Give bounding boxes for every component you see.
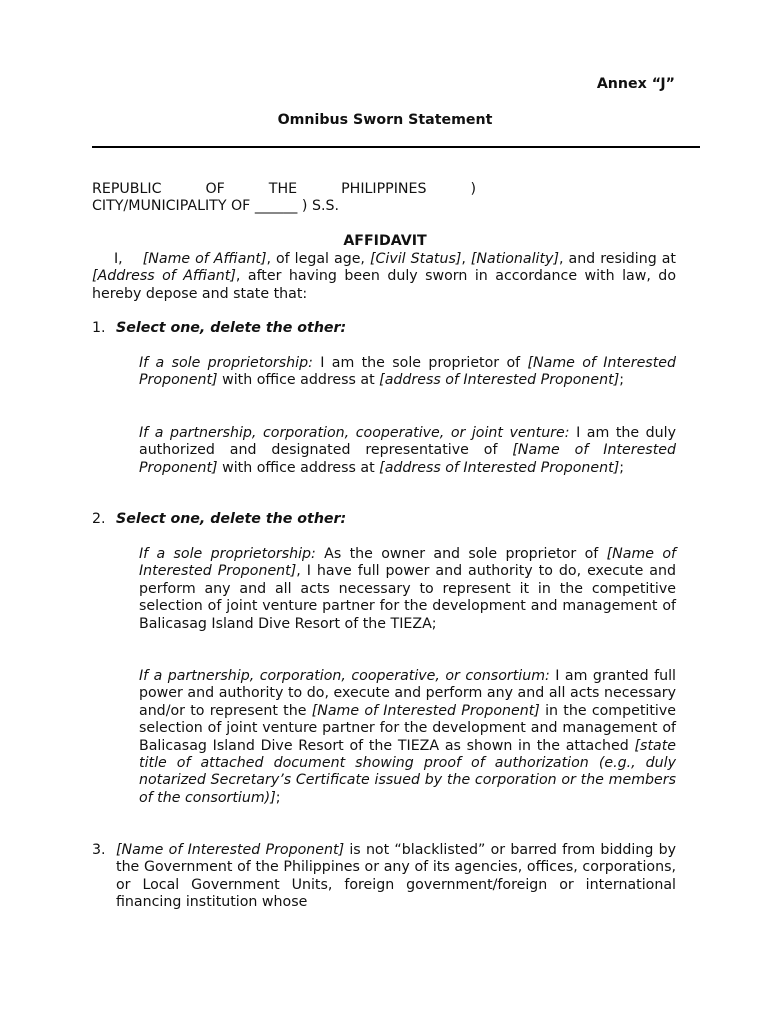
- venue-republic-line: [92, 181, 476, 198]
- item3-number: 3.: [92, 842, 106, 858]
- venue-paren: ): [470, 181, 476, 197]
- venue-word-the: THE: [268, 181, 298, 197]
- item2-option-sole-proprietorship: If a sole proprietorship: As the owner and sole proprietor of [Name of Interested Proponent], I have full power and authority to do, execute and perform any and all acts necessary to represent it in the competitive selection of joint venture partner for the development and management of Balicasag Island Dive Resort of the TIEZA;: [139, 546, 677, 632]
- item2-option-partnership: If a partnership, corporation, cooperative, or consortium: I am granted full power and authority to do, execute and perform any and all acts necessary and/or to represent the [Name of Interested Proponent] in the competitive selection of joint venture partner for the development and management of Balicasag Island Dive Resort of the TIEZA as shown in the attached [state title of attached document showing proof of authorization (e.g., duly notarized Secretary’s Certificate issued by the corporation or the members of the consortium)];: [139, 668, 676, 806]
- document-title: Omnibus Sworn Statement: [277, 112, 493, 128]
- item1-option-partnership: If a partnership, corporation, cooperative, or joint venture: I am the duly authorized and designated representative of [Name of Interested Proponent] with office address at [address of Interested Proponent];: [139, 425, 676, 476]
- item2-heading: [92, 511, 682, 528]
- annex-label: Annex “J”: [596, 76, 675, 92]
- item2-number: 2.: [92, 511, 106, 527]
- placeholder-name-affiant: [Name of Affiant]: [142, 251, 267, 267]
- placeholder-nationality: [Nationality]: [470, 251, 559, 267]
- venue-block: [92, 181, 476, 216]
- placeholder-civil-status: [Civil Status]: [369, 251, 462, 267]
- item1-option-sole-proprietorship: If a sole proprietorship: I am the sole proprietor of [Name of Interested Proponent] with office address at [address of Interested Proponent];: [139, 355, 676, 389]
- placeholder-address-affiant: [Address of Affiant]: [92, 268, 236, 285]
- affidavit-heading: AFFIDAVIT: [343, 233, 427, 249]
- intro-paragraph: I, [Name of Affiant], of legal age, [Civil Status], [Nationality], and residing at [Address of Affiant], after having been duly sworn in accordance with law, do hereby depose and state that:: [92, 251, 676, 302]
- item3-body: [Name of Interested Proponent] is not “blacklisted” or barred from bidding by the Government of the Philippines or any of its agencies, offices, corporations, or Local Government Units, foreign government/foreign or international financing institution whose: [116, 842, 676, 911]
- item3: [92, 842, 676, 912]
- item2-label: Select one, delete the other:: [116, 511, 347, 527]
- venue-city-line: CITY/MUNICIPALITY OF ______ ) S.S.: [92, 198, 339, 215]
- item1-number: 1.: [92, 320, 106, 336]
- item1-heading: [92, 320, 682, 337]
- venue-word-philippines: PHILIPPINES: [341, 181, 427, 197]
- venue-word-republic: REPUBLIC: [92, 181, 162, 197]
- venue-word-of: OF: [205, 181, 225, 197]
- title-divider: [92, 146, 700, 148]
- item1-label: Select one, delete the other:: [116, 320, 347, 336]
